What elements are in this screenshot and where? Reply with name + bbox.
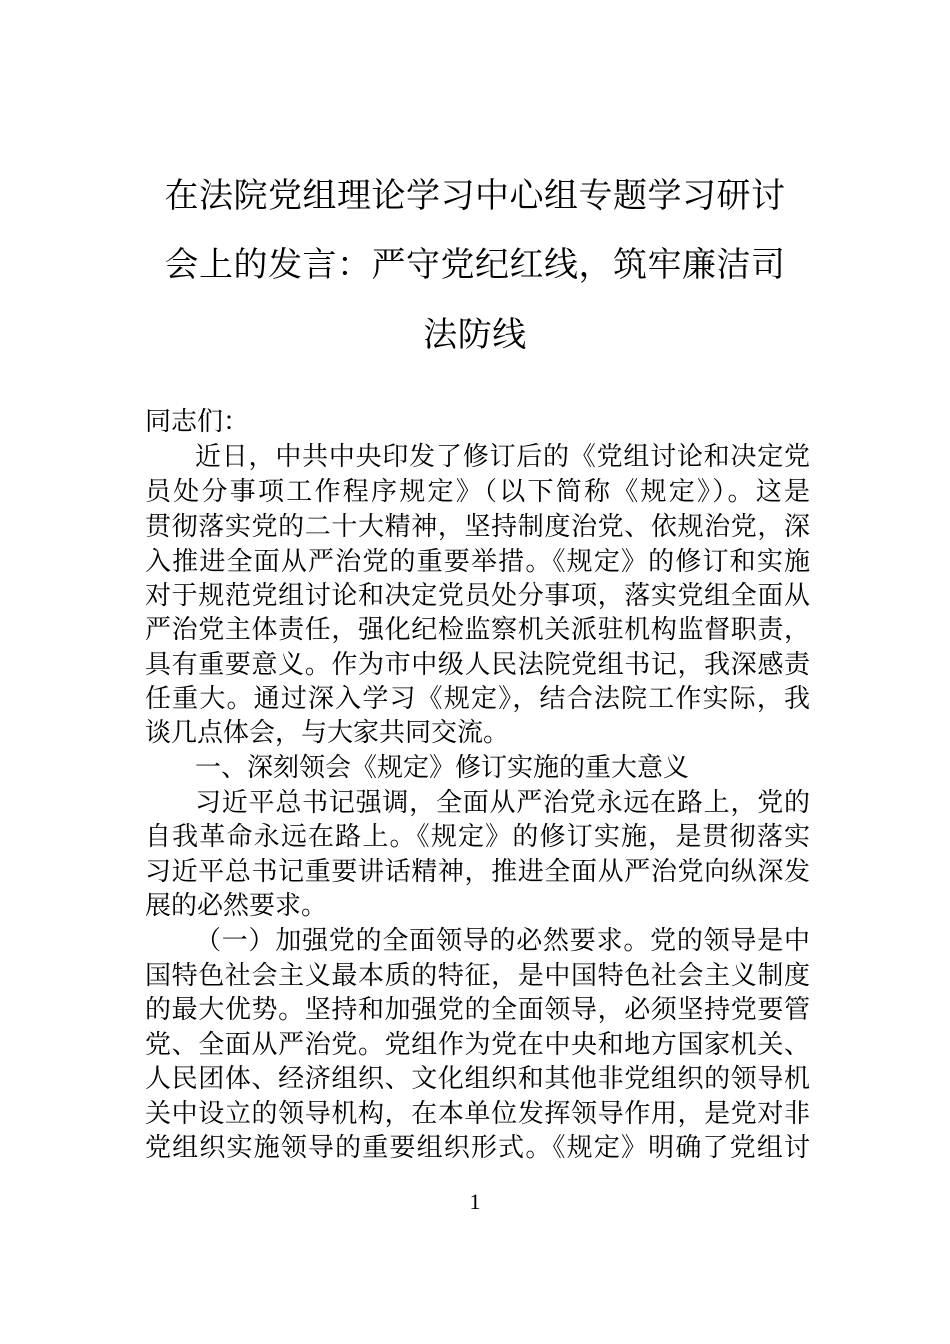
paragraph-3-line: 人民团体、经济组织、文化组织和其他非党组织的领导机 <box>145 1064 810 1094</box>
paragraph-3-line: 关中设立的领导机构，在本单位发挥领导作用，是党对非 <box>145 1099 810 1129</box>
paragraph-1-line: 具有重要意义。作为市中级人民法院党组书记，我深感责 <box>145 650 810 680</box>
paragraph-1-line: 入推进全面从严治党的重要举措。《规定》的修订和实施 <box>145 547 810 577</box>
paragraph-3-line: 党组织实施领导的重要组织形式。《规定》明确了党组讨 <box>145 1133 810 1163</box>
section-heading-1: 一、深刻领会《规定》修订实施的重大意义 <box>195 753 690 783</box>
paragraph-3-line: （一）加强党的全面领导的必然要求。党的领导是中 <box>195 926 810 956</box>
page-number: 1 <box>469 1189 481 1214</box>
paragraph-1-line: 谈几点体会，与大家共同交流。 <box>145 718 510 748</box>
paragraph-1-line: 贯彻落实党的二十大精神，坚持制度治党、依规治党，深 <box>145 512 810 542</box>
paragraph-2-line: 习近平总书记重要讲话精神，推进全面从严治党向纵深发 <box>145 857 810 887</box>
paragraph-3-line: 国特色社会主义最本质的特征，是中国特色社会主义制度 <box>145 961 810 991</box>
paragraph-1-line: 任重大。通过深入学习《规定》，结合法院工作实际，我 <box>145 684 810 714</box>
title-line-3: 法防线 <box>423 315 527 355</box>
paragraph-3-line: 党、全面从严治党。党组作为党在中央和地方国家机关、 <box>145 1030 810 1060</box>
paragraph-1-line: 对于规范党组讨论和决定党员处分事项，落实党组全面从 <box>145 581 810 611</box>
paragraph-2-line: 自我革命永远在路上。《规定》的修订实施，是贯彻落实 <box>145 822 810 852</box>
paragraph-2-line: 习近平总书记强调，全面从严治党永远在路上，党的 <box>195 788 810 818</box>
paragraph-1-line: 近日，中共中央印发了修订后的《党组讨论和决定党 <box>195 442 810 472</box>
paragraph-1-line: 员处分事项工作程序规定》（以下简称《规定》）。这是 <box>145 477 810 507</box>
paragraph-2-line: 展的必然要求。 <box>145 891 328 921</box>
title-line-2: 会上的发言：严守党纪红线，筑牢廉洁司 <box>164 245 786 285</box>
paragraph-3-line: 的最大优势。坚持和加强党的全面领导，必须坚持党要管 <box>145 995 810 1025</box>
paragraph-1-line: 严治党主体责任，强化纪检监察机关派驻机构监督职责， <box>145 615 810 645</box>
title-line-1: 在法院党组理论学习中心组专题学习研讨 <box>164 176 786 216</box>
salutation: 同志们： <box>145 407 250 437</box>
